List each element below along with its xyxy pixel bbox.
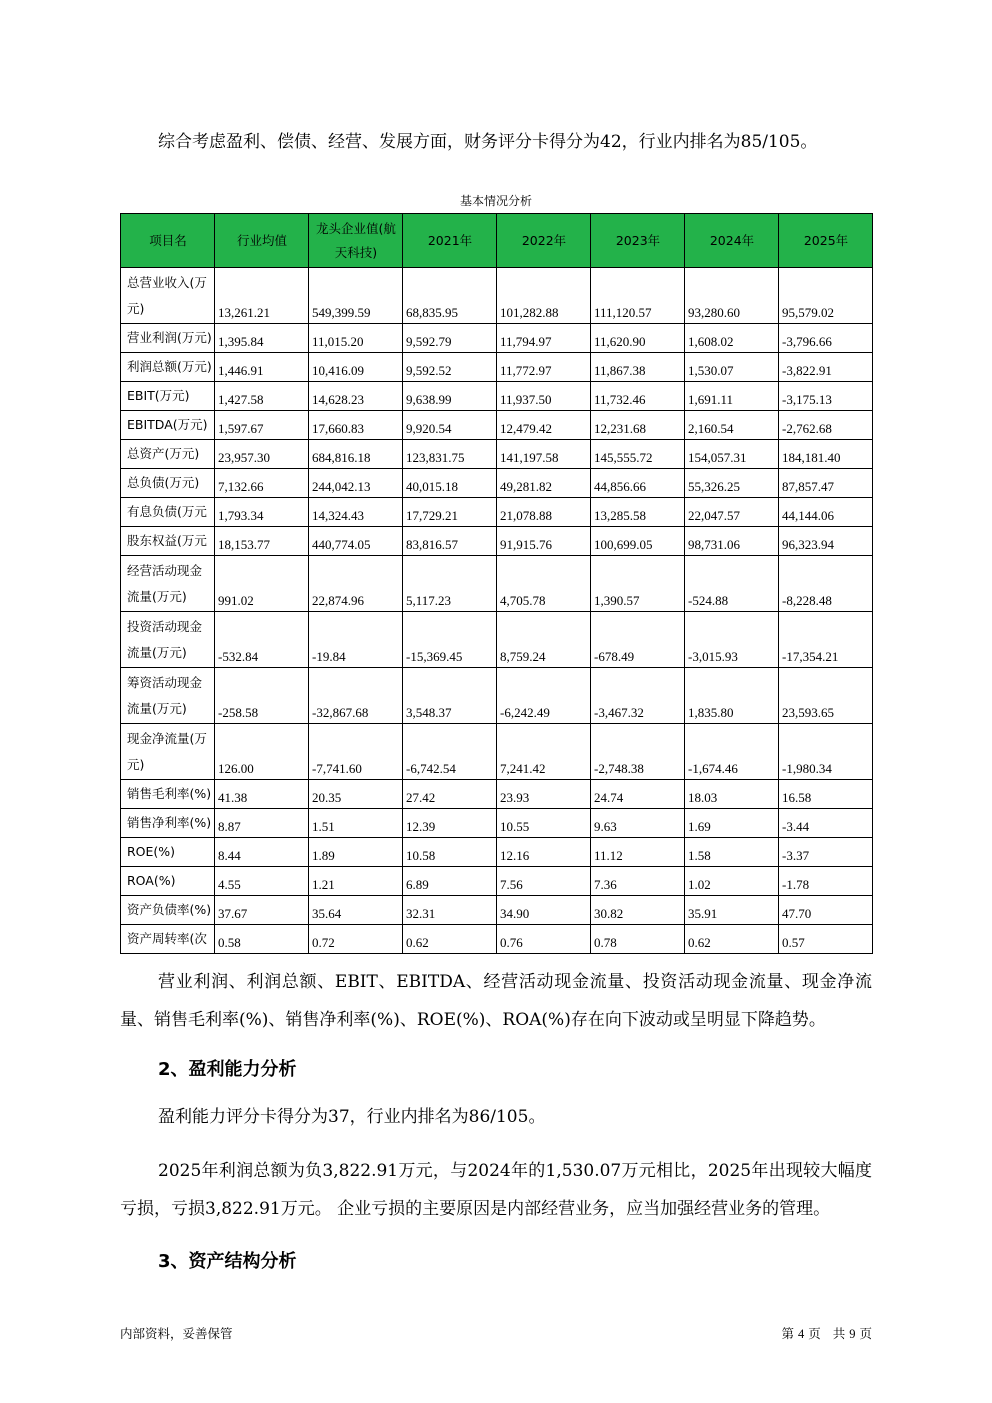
table-row [121,268,873,324]
table-cell: 1,691.11 [685,382,779,411]
table-cell: 1,835.80 [685,668,779,724]
table-cell: 1.51 [309,809,403,838]
page-prefix: 第 [781,1326,795,1341]
column-header: 行业均值 [215,214,309,268]
intro-paragraph: 综合考虑盈利、偿债、经营、发展方面，财务评分卡得分为42，行业内排名为85/105。 [158,132,818,152]
table-cell: 93,280.60 [685,268,779,324]
table-cell: 11,867.38 [591,353,685,382]
table-cell: 23,957.30 [215,440,309,469]
table-row [121,838,873,867]
table-row [121,556,873,612]
table-cell: 9,592.79 [403,324,497,353]
table-cell: 22,047.57 [685,498,779,527]
table-cell: -6,242.49 [497,668,591,724]
table-row [121,411,873,440]
table-cell: 3,548.37 [403,668,497,724]
table-row [121,724,873,780]
table-row [121,498,873,527]
column-header: 2025年 [779,214,873,268]
table-cell: 22,874.96 [309,556,403,612]
table-cell: -2,748.38 [591,724,685,780]
row-label: 总资产(万元) [121,440,215,469]
table-cell: 9,592.52 [403,353,497,382]
table-cell: 1.89 [309,838,403,867]
table-cell: -3,822.91 [779,353,873,382]
table-cell: 1.69 [685,809,779,838]
row-label: 利润总额(万元) [121,353,215,382]
table-cell: 9,920.54 [403,411,497,440]
table-cell: 5,117.23 [403,556,497,612]
table-cell: 0.62 [685,925,779,954]
table-cell: 1.02 [685,867,779,896]
table-cell: 1.21 [309,867,403,896]
table-cell: 11,937.50 [497,382,591,411]
table-cell: 8,759.24 [497,612,591,668]
table-cell: 14,324.43 [309,498,403,527]
table-cell: 9.63 [591,809,685,838]
row-label: EBIT(万元) [121,382,215,411]
table-cell: 684,816.18 [309,440,403,469]
table-cell: 1,530.07 [685,353,779,382]
table-cell: 96,323.94 [779,527,873,556]
table-cell: 7,241.42 [497,724,591,780]
table-cell: -532.84 [215,612,309,668]
row-label: EBITDA(万元) [121,411,215,440]
table-cell: 123,831.75 [403,440,497,469]
table-cell: 141,197.58 [497,440,591,469]
table-cell: -2,762.68 [779,411,873,440]
table-cell: 8.44 [215,838,309,867]
table-cell: 10.55 [497,809,591,838]
table-cell: 91,915.76 [497,527,591,556]
profitability-score-paragraph: 盈利能力评分卡得分为37，行业内排名为86/105。 [158,1107,546,1127]
table-cell: 145,555.72 [591,440,685,469]
row-label: 资产负债率(%) [121,896,215,925]
table-caption: 基本情况分析 [459,194,532,208]
row-label: 营业利润(万元) [121,324,215,353]
table-cell: 991.02 [215,556,309,612]
table-cell: -3.37 [779,838,873,867]
table-cell: 101,282.88 [497,268,591,324]
table-row [121,324,873,353]
table-cell: 95,579.02 [779,268,873,324]
row-label: 销售净利率(%) [121,809,215,838]
table-cell: -17,354.21 [779,612,873,668]
table-cell: -3,796.66 [779,324,873,353]
current-page: 4 [798,1327,805,1341]
table-cell: -3,175.13 [779,382,873,411]
table-cell: 126.00 [215,724,309,780]
table-cell: 55,326.25 [685,469,779,498]
table-cell: 12,479.42 [497,411,591,440]
table-cell: 49,281.82 [497,469,591,498]
table-cell: 41.38 [215,780,309,809]
table-cell: 440,774.05 [309,527,403,556]
table-cell: 111,120.57 [591,268,685,324]
table-cell: -678.49 [591,612,685,668]
table-cell: 23,593.65 [779,668,873,724]
table-cell: 17,729.21 [403,498,497,527]
table-cell: 1,608.02 [685,324,779,353]
table-cell: -3,467.32 [591,668,685,724]
table-cell: 44,856.66 [591,469,685,498]
table-cell: 0.76 [497,925,591,954]
table-cell: 1,793.34 [215,498,309,527]
page-unit: 页 [808,1326,821,1341]
table-cell: 12,231.68 [591,411,685,440]
table-cell: 7.56 [497,867,591,896]
table-cell: -3,015.93 [685,612,779,668]
section-2-heading: 2、盈利能力分析 [158,1059,297,1080]
table-cell: 184,181.40 [779,440,873,469]
table-row [121,809,873,838]
table-cell: 11,772.97 [497,353,591,382]
table-cell: 30.82 [591,896,685,925]
table-cell: -524.88 [685,556,779,612]
table-cell: 0.57 [779,925,873,954]
table-cell: 13,285.58 [591,498,685,527]
table-row [121,353,873,382]
table-cell: 8.87 [215,809,309,838]
table-row [121,925,873,954]
row-label: 现金净流量(万元) [121,724,215,780]
table-cell: 549,399.59 [309,268,403,324]
table-cell: 11,620.90 [591,324,685,353]
table-cell: -19.84 [309,612,403,668]
table-cell: 1,446.91 [215,353,309,382]
table-cell: 1,597.67 [215,411,309,440]
table-cell: 2,160.54 [685,411,779,440]
total-unit: 页 [859,1326,872,1341]
table-cell: 100,699.05 [591,527,685,556]
table-cell: -1,980.34 [779,724,873,780]
table-cell: 0.58 [215,925,309,954]
row-label: 总负债(万元) [121,469,215,498]
table-cell: 23.93 [497,780,591,809]
row-label: ROA(%) [121,867,215,896]
table-cell: -32,867.68 [309,668,403,724]
table-cell: 11,794.97 [497,324,591,353]
table-cell: 35.64 [309,896,403,925]
column-header: 2024年 [685,214,779,268]
trend-paragraph: 营业利润、利润总额、EBIT、EBITDA、经营活动现金流量、投资活动现金流量、现金净流量、销售毛利率(%)、销售净利率(%)、ROE(%)、ROA(%)存在向下波动或呈明显下降趋势。 [120,972,872,1030]
table-row [121,780,873,809]
table-cell: 7.36 [591,867,685,896]
table-cell: 21,078.88 [497,498,591,527]
table-cell: 44,144.06 [779,498,873,527]
column-header: 龙头企业值(航天科技) [309,214,403,268]
row-label: 总营业收入(万元) [121,268,215,324]
table-cell: -258.58 [215,668,309,724]
table-cell: 0.62 [403,925,497,954]
table-cell: -3.44 [779,809,873,838]
table-cell: 18.03 [685,780,779,809]
row-label: 投资活动现金流量(万元) [121,612,215,668]
table-cell: 11,015.20 [309,324,403,353]
table-cell: 7,132.66 [215,469,309,498]
table-cell: 0.72 [309,925,403,954]
table-cell: -1,674.46 [685,724,779,780]
table-cell: 83,816.57 [403,527,497,556]
table-cell: 34.90 [497,896,591,925]
table-cell: 11.12 [591,838,685,867]
loss-analysis-paragraph: 2025年利润总额为负3,822.91万元，与2024年的1,530.07万元相比，2025年出现较大幅度亏损，亏损3,822.91万元。 企业亏损的主要原因是内部经营业务，应当加强经营业务的管理。 [120,1161,872,1219]
table-cell: 13,261.21 [215,268,309,324]
table-cell: 1.58 [685,838,779,867]
table-cell: -7,741.60 [309,724,403,780]
financial-summary-table [120,213,873,954]
table-cell: 98,731.06 [685,527,779,556]
column-header: 项目名 [121,214,215,268]
row-label: 销售毛利率(%) [121,780,215,809]
total-pages: 9 [849,1327,856,1341]
table-cell: 1,395.84 [215,324,309,353]
table-cell: 32.31 [403,896,497,925]
table-cell: -8,228.48 [779,556,873,612]
column-header: 2021年 [403,214,497,268]
row-label: 资产周转率(次 [121,925,215,954]
total-prefix: 共 [832,1326,846,1341]
table-cell: -15,369.45 [403,612,497,668]
table-cell: 12.39 [403,809,497,838]
row-label: 筹资活动现金流量(万元) [121,668,215,724]
table-row [121,382,873,411]
table-row [121,867,873,896]
table-cell: 16.58 [779,780,873,809]
table-row [121,527,873,556]
table-cell: 154,057.31 [685,440,779,469]
table-cell: 9,638.99 [403,382,497,411]
table-cell: 14,628.23 [309,382,403,411]
table-cell: -1.78 [779,867,873,896]
table-cell: 0.78 [591,925,685,954]
table-cell: 17,660.83 [309,411,403,440]
table-row [121,896,873,925]
table-cell: 11,732.46 [591,382,685,411]
table-cell: 37.67 [215,896,309,925]
table-cell: 87,857.47 [779,469,873,498]
table-row [121,440,873,469]
table-cell: 20.35 [309,780,403,809]
row-label: 经营活动现金流量(万元) [121,556,215,612]
column-header: 2023年 [591,214,685,268]
table-cell: 10,416.09 [309,353,403,382]
table-cell: 24.74 [591,780,685,809]
row-label: 有息负债(万元 [121,498,215,527]
table-cell: 18,153.77 [215,527,309,556]
row-label: ROE(%) [121,838,215,867]
table-cell: 4,705.78 [497,556,591,612]
table-cell: 6.89 [403,867,497,896]
table-cell: 40,015.18 [403,469,497,498]
table-cell: 68,835.95 [403,268,497,324]
table-cell: 10.58 [403,838,497,867]
table-cell: 27.42 [403,780,497,809]
row-label: 股东权益(万元 [121,527,215,556]
table-cell: 244,042.13 [309,469,403,498]
section-3-heading: 3、资产结构分析 [158,1251,297,1272]
table-cell: -6,742.54 [403,724,497,780]
table-cell: 1,427.58 [215,382,309,411]
footer-confidential-note: 内部资料，妥善保管 [120,1326,233,1341]
table-cell: 12.16 [497,838,591,867]
table-cell: 4.55 [215,867,309,896]
column-header: 2022年 [497,214,591,268]
table-cell: 1,390.57 [591,556,685,612]
page-number [782,1324,872,1342]
table-row [121,612,873,668]
table-row [121,469,873,498]
table-cell: 47.70 [779,896,873,925]
table-cell: 35.91 [685,896,779,925]
table-header-row [121,214,873,268]
table-row [121,668,873,724]
